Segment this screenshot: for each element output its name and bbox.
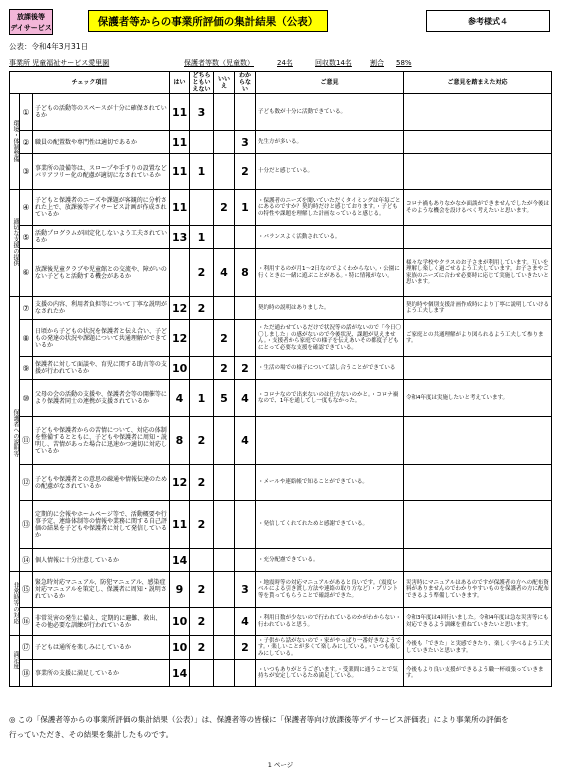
item-number: ⑤	[20, 226, 33, 249]
yes-count: 11	[170, 94, 190, 131]
item-text: 放課後児童クラブや児童館との交流や、障がいのない子どもと活動する機会があるか	[33, 249, 170, 297]
item-text: 支援の内容、利用者負担等について丁寧な説明がなされたか	[33, 297, 170, 320]
no-count	[214, 501, 235, 549]
neither-count: 2	[190, 249, 214, 297]
table-row	[10, 249, 552, 297]
unknown-count: 4	[235, 608, 256, 636]
item-number: ②	[20, 131, 33, 154]
no-count	[214, 549, 235, 572]
category-label	[10, 190, 20, 297]
item-number: ⑥	[20, 249, 33, 297]
neither-count	[190, 190, 214, 226]
rate-label: 割合	[370, 59, 384, 67]
unknown-count: 4	[235, 417, 256, 465]
table-row	[10, 131, 552, 154]
yes-count: 10	[170, 608, 190, 636]
yes-count: 10	[170, 357, 190, 380]
no-count	[214, 608, 235, 636]
item-number: ③	[20, 154, 33, 190]
no-count	[214, 226, 235, 249]
item-number: ④	[20, 190, 33, 226]
item-text: 個人情報に十分注意しているか	[33, 549, 170, 572]
category-label	[10, 636, 20, 687]
table-row	[10, 608, 552, 636]
item-text: 事業所の設備等は、スロープや手すりの設置などバリアフリー化の配慮が適切になされているか	[33, 154, 170, 190]
facility-name: 事業所 児童福祉サービス愛里園	[9, 59, 110, 67]
no-count	[214, 154, 235, 190]
no-count: 2	[214, 357, 235, 380]
opinion-text	[256, 417, 404, 465]
page-number: 1 ページ	[267, 761, 294, 769]
no-count	[214, 465, 235, 501]
response-header: ご意見を踏まえた対応	[404, 72, 552, 94]
neither-count: 2	[190, 297, 214, 320]
survey-info	[9, 58, 551, 68]
item-number: ⑪	[20, 417, 33, 465]
unknown-count	[235, 320, 256, 357]
table-row	[10, 226, 552, 249]
response-text: 令和3年度は4回行いました。令和4年度は急な災害等にも対応できるよう訓練を重ねていきたいと思います。	[404, 608, 552, 636]
unknown-count	[235, 501, 256, 549]
item-text: 事業所の支援に満足しているか	[33, 660, 170, 687]
yes-count: 8	[170, 417, 190, 465]
item-text: 活動プログラムが固定化しないよう工夫されているか	[33, 226, 170, 249]
opinion-text: 先生方が多いる。	[256, 131, 404, 154]
opinion-text: ・バランスよく活動されている。	[256, 226, 404, 249]
yes-header: はい	[170, 72, 190, 94]
opinion-text: ・いつもありがとうございます。・受業間に通うことで気持ちが安定しているため満足している。	[256, 660, 404, 687]
publication-date: 公表：令和4年3月31日	[9, 42, 89, 51]
item-number: ⑦	[20, 297, 33, 320]
neither-count: 1	[190, 226, 214, 249]
neither-count: 1	[190, 154, 214, 190]
response-text	[404, 131, 552, 154]
opinion-text: ・利用日数が少ないので行われているのかがわからない・行われていると思う。	[256, 608, 404, 636]
table-header-row	[10, 72, 552, 94]
service-type-line1: 放課後等	[17, 13, 45, 21]
footer-note-line1: ◎ この「保護者等からの事業所評価の集計結果（公表）」は、保護者等の皆様に「保護者等向け放課後等デイサービス評価表」により事業所の評価を	[9, 715, 509, 724]
neither-count: 3	[190, 94, 214, 131]
item-number: ⑫	[20, 465, 33, 501]
unknown-count	[235, 297, 256, 320]
unknown-count: 2	[235, 357, 256, 380]
opinion-header: ご意見	[256, 72, 404, 94]
neither-count: 2	[190, 465, 214, 501]
table-row	[10, 465, 552, 501]
opinion-text: ・発信してくれてれためと感謝できている。	[256, 501, 404, 549]
response-text: コロナ禍もありなかなか面談ができませんでしたが今後はそのような機会を設けるべく考えたいと思います。	[404, 190, 552, 226]
category-label	[10, 297, 20, 572]
unknown-count: 8	[235, 249, 256, 297]
neither-count: 2	[190, 417, 214, 465]
guardians-label: 保護者等数（児童数）	[184, 59, 254, 67]
unknown-count: 1	[235, 190, 256, 226]
response-text: 契約時や個別支援計画作成時により丁寧に説明していけるよう工夫します	[404, 297, 552, 320]
response-text: 今後も「できた」と実感できたり、楽しく学べるよう工夫していきたいと思います。	[404, 636, 552, 660]
table-row	[10, 380, 552, 417]
neither-count: 2	[190, 572, 214, 608]
category-text: 満足度	[12, 651, 19, 669]
item-number: ⑨	[20, 357, 33, 380]
response-text	[404, 417, 552, 465]
reference-form-label: 参考様式４	[426, 10, 550, 32]
item-text: 子どもや保護者からの苦情について、対応の体制を整備するとともに、子どもや保護者に周知・説明し、苦情があった場合に迅速かつ適切に対応しているか	[33, 417, 170, 465]
yes-count: 13	[170, 226, 190, 249]
category-text: 非常時等の対応	[12, 581, 19, 624]
item-text: 緊急時対応マニュアル、防犯マニュアル、感染症対応マニュアルを策定し、保護者に周知・説明されているか	[33, 572, 170, 608]
response-text: ご家庭との共通理解がより図られるよう工夫して参ります。	[404, 320, 552, 357]
response-text: 令和4年度は実施したいと考えています。	[404, 380, 552, 417]
opinion-text: ・メールや連絡帳で知ることができている。	[256, 465, 404, 501]
table-row	[10, 297, 552, 320]
category-text: 適切な支援の提供	[12, 218, 19, 266]
response-text	[404, 549, 552, 572]
footer-note-line2: 行っていただき、その結果を集計したものです。	[9, 730, 174, 739]
item-number: ⑱	[20, 660, 33, 687]
unknown-count: 4	[235, 380, 256, 417]
check-item-header: チェック項目	[10, 72, 170, 94]
response-text	[404, 357, 552, 380]
item-text: 日頃から子どもの状況を保護者と伝え合い、子どもの発達の状況や課題について共通理解ができているか	[33, 320, 170, 357]
yes-count: 4	[170, 380, 190, 417]
response-text	[404, 465, 552, 501]
responses-count: 回収数14名	[315, 59, 352, 67]
no-count	[214, 417, 235, 465]
yes-count	[170, 249, 190, 297]
opinion-text: ・利用するのが月1〜2日なのでよくわからない。・公園に行くときに一緒に遊ぶことがある。・特に情報がない。	[256, 249, 404, 297]
yes-count: 11	[170, 501, 190, 549]
item-number: ①	[20, 94, 33, 131]
service-type-line2: デイサービス	[10, 24, 52, 32]
category-text: 保護者への説明等	[12, 409, 19, 457]
table-row	[10, 320, 552, 357]
neither-count	[190, 357, 214, 380]
item-text: 職員の配置数や専門性は適切であるか	[33, 131, 170, 154]
table-row	[10, 417, 552, 465]
response-text	[404, 226, 552, 249]
item-text: 子どもと保護者のニーズや課題が客観的に分析された上で、放課後等デイサービス計画が作成されているか	[33, 190, 170, 226]
service-type-tag	[9, 9, 53, 35]
item-number: ⑩	[20, 380, 33, 417]
item-number: ⑯	[20, 608, 33, 636]
no-count	[214, 636, 235, 660]
unknown-count	[235, 226, 256, 249]
table-row	[10, 154, 552, 190]
neither-header: どちらともいえない	[190, 72, 214, 94]
table-row	[10, 636, 552, 660]
no-count	[214, 572, 235, 608]
yes-count: 9	[170, 572, 190, 608]
response-text	[404, 154, 552, 190]
table-row	[10, 549, 552, 572]
footer-note	[9, 712, 551, 742]
response-text: 今後もより良い支援ができるよう職一杯頑張っていきます。	[404, 660, 552, 687]
item-text: 父母の会の活動の支援や、保護者会等の開催等により保護者同士の連携が支援されているか	[33, 380, 170, 417]
item-number: ⑧	[20, 320, 33, 357]
unknown-count	[235, 465, 256, 501]
neither-count	[190, 131, 214, 154]
table-row	[10, 94, 552, 131]
yes-count: 14	[170, 549, 190, 572]
unknown-count	[235, 660, 256, 687]
item-text: 非常災害の発生に備え、定期的に避難、救出、その他必要な訓練が行われているか	[33, 608, 170, 636]
yes-count: 12	[170, 465, 190, 501]
neither-count	[190, 320, 214, 357]
opinion-text: 契約時の説明はありました。	[256, 297, 404, 320]
yes-count: 11	[170, 154, 190, 190]
neither-count: 2	[190, 501, 214, 549]
table-row	[10, 501, 552, 549]
table-row	[10, 660, 552, 687]
category-text: 環境・体制整備	[12, 119, 19, 162]
neither-count	[190, 549, 214, 572]
opinion-text: 十分だと感じている。	[256, 154, 404, 190]
neither-count	[190, 660, 214, 687]
yes-count: 11	[170, 131, 190, 154]
opinion-text: ・保護者のニーズを聞いていただくタイミングは年毎ごとにあるのですか？契約時だけと感じております。・子どもの特性や課題を理解した計画なっていると感じる。	[256, 190, 404, 226]
item-number: ⑰	[20, 636, 33, 660]
no-count	[214, 660, 235, 687]
page-title: 保護者等からの事業所評価の集計結果（公表）	[88, 10, 328, 32]
yes-count: 11	[170, 190, 190, 226]
category-label	[10, 572, 20, 636]
opinion-text: ・コロナなので出来ないのは仕方ないのかと。・コロナ禍なので、1年を通してし一度もなかった。	[256, 380, 404, 417]
neither-count: 1	[190, 380, 214, 417]
unknown-count: 2	[235, 636, 256, 660]
unknown-header: わからない	[235, 72, 256, 94]
opinion-text: ・充分配慮できている。	[256, 549, 404, 572]
item-number: ⑬	[20, 501, 33, 549]
yes-count: 14	[170, 660, 190, 687]
opinion-text: ・地震時等の対応マニュアルがあると良いです。（震度レベルによる引き渡し方法や連絡の取り方など）・プリント等を貰ってもらうことで確認ができた。	[256, 572, 404, 608]
no-count: 5	[214, 380, 235, 417]
item-text: 子どもの活動等のスペースが十分に確保されているか	[33, 94, 170, 131]
no-count: 4	[214, 249, 235, 297]
response-text	[404, 94, 552, 131]
table-row	[10, 357, 552, 380]
unknown-count: 2	[235, 154, 256, 190]
no-count: 2	[214, 320, 235, 357]
neither-count: 2	[190, 608, 214, 636]
no-count	[214, 131, 235, 154]
yes-count: 12	[170, 297, 190, 320]
item-number: ⑭	[20, 549, 33, 572]
evaluation-table	[9, 71, 552, 687]
yes-count: 12	[170, 320, 190, 357]
opinion-text: ・生活の場での様子について話し合うことができている	[256, 357, 404, 380]
item-text: 保護者に対して面談や、育児に関する助言等の支援が行われているか	[33, 357, 170, 380]
yes-count: 10	[170, 636, 190, 660]
item-number: ⑮	[20, 572, 33, 608]
opinion-text: 子ども数が十分に活動できている。	[256, 94, 404, 131]
response-text: 様々な学校やクラスのお子さまが利用しています。互いを理解し楽しく過ごせるよう工夫しています。お子さまやご家族のニーズに合わせ必要時に応じて実施していきたいと思います。	[404, 249, 552, 297]
unknown-count: 3	[235, 572, 256, 608]
opinion-text: ・ただ通わせているだけで状況等の話がないので「今日〇〇しました」の感がないので今後状況、課題が見えません。・支援者から家庭での様子を伝えあいその都度子どもにとって必要な支援を確認できている。	[256, 320, 404, 357]
table-row	[10, 190, 552, 226]
no-header: いいえ	[214, 72, 235, 94]
opinion-text: ・子供から話がないので・家がやっぱり一番好きなようです。・楽しいことが多くて楽しみにしている。・いつも楽しみにしている。	[256, 636, 404, 660]
neither-count: 2	[190, 636, 214, 660]
item-text: 子どもや保護者との意思の疎通や情報伝達のための配慮がなされているか	[33, 465, 170, 501]
response-text: 災害時にマニュアルはあるのですが保護者の方への配布資料がありませんのでわかりやすいものを保護者の方に配布できるよう準備していきます。	[404, 572, 552, 608]
item-text: 子どもは通所を楽しみにしているか	[33, 636, 170, 660]
unknown-count	[235, 549, 256, 572]
item-text: 定期的に会報やホームページ等で、活動概要や行事予定、連絡体制等の情報や業務に関する自己評価の結果を子どもや保護者に対して発信しているか	[33, 501, 170, 549]
no-count: 2	[214, 190, 235, 226]
no-count	[214, 94, 235, 131]
table-row	[10, 572, 552, 608]
response-text	[404, 501, 552, 549]
no-count	[214, 297, 235, 320]
guardians-value: 24名	[277, 59, 293, 67]
category-label	[10, 94, 20, 190]
unknown-count: 3	[235, 131, 256, 154]
unknown-count	[235, 94, 256, 131]
rate-value: 58%	[396, 59, 412, 67]
